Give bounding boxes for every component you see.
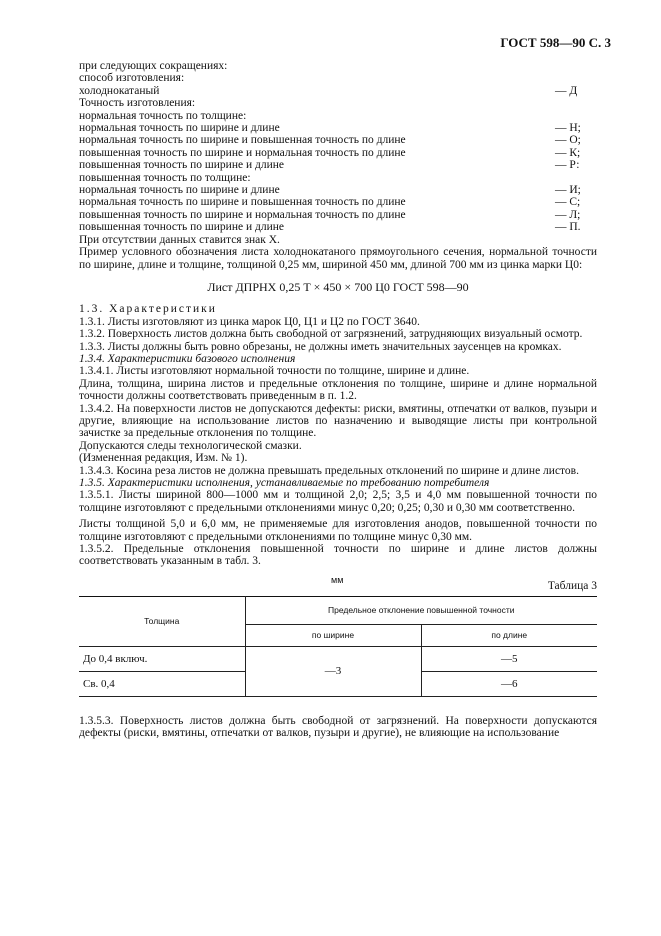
para-amendment: (Измененная редакция, Изм. № 1). — [79, 452, 248, 465]
header-length: по длине — [421, 624, 597, 646]
cell-width: —3 — [245, 646, 421, 696]
accuracy-title: Точность изготовления: — [79, 97, 196, 110]
table-caption-area — [79, 572, 597, 592]
abbrev-row: нормальная точность по ширине и длине — И; — [79, 184, 581, 197]
section-1-3-5: 1.3.5. Характеристики исполнения, устанавливаемые по требованию потребителя — [79, 477, 490, 489]
para-1-3-5-1-b: Листы толщиной 5,0 и 6,0 мм, не применяемые для изготовления анодов, повышенной точности по толщине изготовляют с предельными отклонениями по толщине минус 0,30 мм. — [79, 518, 597, 543]
header-width: по ширине — [245, 624, 421, 646]
high-title: повышенная точность по толщине: — [79, 171, 251, 184]
cell-thickness: Св. 0,4 — [79, 671, 245, 696]
cell-thickness: До 0,4 включ. — [79, 646, 245, 671]
table-3 — [79, 596, 597, 697]
abbrev-row: повышенная точность по ширине и нормальная точность по длине — К; — [79, 146, 581, 159]
para-1-3-2: 1.3.2. Поверхность листов должна быть свободной от загрязнений, затрудняющих визуальный осмотр. — [79, 328, 583, 341]
table-row — [79, 646, 597, 671]
document-body — [79, 60, 597, 740]
cell-length: —5 — [421, 646, 597, 671]
para-1-3-4-1-b: Длина, толщина, ширина листов и предельные отклонения по толщине, ширине и длине нормальной точности должны соответствовать приведенным в п. 1.2. — [79, 377, 597, 403]
para-1-3-5-2: 1.3.5.2. Предельные отклонения повышенной точности по ширине и длине листов должны соответствовать указанным в табл. 3. — [79, 543, 597, 568]
para-1-3-5-3: 1.3.5.3. Поверхность листов должна быть свободной от загрязнений. На поверхности допускаются дефекты (риски, вмятины, отпечатки от валков, пузыри и другие), не влияющие на использование — [79, 714, 597, 740]
section-1-3-4: 1.3.4. Характеристики базового исполнения — [79, 352, 296, 365]
abbrev-row: повышенная точность по ширине и нормальная точность по длине — Л; — [79, 208, 581, 221]
cell-length: —6 — [421, 671, 597, 696]
para-1-3-4-1: 1.3.4.1. Листы изготовляют нормальной точности по толщине, ширине и длине. — [79, 365, 470, 378]
para-lubricant: Допускаются следы технологической смазки. — [79, 439, 302, 452]
absent-note: При отсутствии данных ставится знак Х. — [79, 233, 280, 246]
abbrev-row: нормальная точность по ширине и длине — Н; — [79, 122, 581, 135]
para-1-3-5-1: 1.3.5.1. Листы шириной 800—1000 мм и толщиной 2,0; 2,5; 3,5 и 4,0 мм повышенной точности по толщине изготовляют с предельными отклонениями минус 0,20; 0,25; 0,30 и 0,30 мм соответственно. — [79, 489, 597, 514]
abbrev-row: повышенная точность по ширине и длине — П. — [79, 221, 581, 234]
page-header: ГОСТ 598—90 С. 3 — [500, 35, 611, 50]
header-thickness: Толщина — [79, 596, 245, 646]
method-title: способ изготовления: — [79, 72, 185, 85]
abbrev-row: повышенная точность по ширине и длине — Р: — [79, 159, 580, 172]
section-1-3: 1.3. Характеристики — [79, 303, 217, 316]
designation-formula: Лист ДПРНХ 0,25 Т × 450 × 700 Ц0 ГОСТ 598—90 — [207, 279, 469, 294]
method-row: холоднокатаный — Д — [79, 84, 578, 97]
para-1-3-3: 1.3.3. Листы должны быть ровно обрезаны, не должны иметь значительных заусенцев на кромках. — [79, 340, 562, 353]
normal-title: нормальная точность по толщине: — [79, 109, 247, 122]
table-caption: Таблица 3 — [547, 579, 597, 592]
para-1-3-1: 1.3.1. Листы изготовляют из цинка марок Ц0, Ц1 и Ц2 по ГОСТ 3640. — [79, 315, 420, 328]
para-1-3-4-3: 1.3.4.3. Косина реза листов не должна превышать предельных отклонений по ширине и длине листов. — [79, 464, 579, 477]
table-unit: мм — [331, 574, 344, 585]
example-paragraph: Пример условного обозначения листа холоднокатаного прямоугольного сечения, нормальной точности по ширине, длине и толщине, толщиной 0,25 мм, шириной 450 мм, длиной 700 мм из цинка марки Ц0: — [79, 246, 597, 271]
abbrev-row: нормальная точность по ширине и повышенная точность по длине — С; — [79, 196, 581, 209]
para-1-3-4-2: 1.3.4.2. На поверхности листов не допускаются дефекты: риски, вмятины, отпечатки от валков, пузыри и другие, влияющие на использование листов по назначению и выводящие листы при контрольной зачистке за предельные отклонения по толщине. — [79, 402, 597, 440]
abbrev-intro: при следующих сокращениях: — [79, 60, 228, 72]
header-deviation: Предельное отклонение повышенной точности — [245, 596, 597, 624]
abbrev-row: нормальная точность по ширине и повышенная точность по длине — О; — [79, 134, 581, 147]
